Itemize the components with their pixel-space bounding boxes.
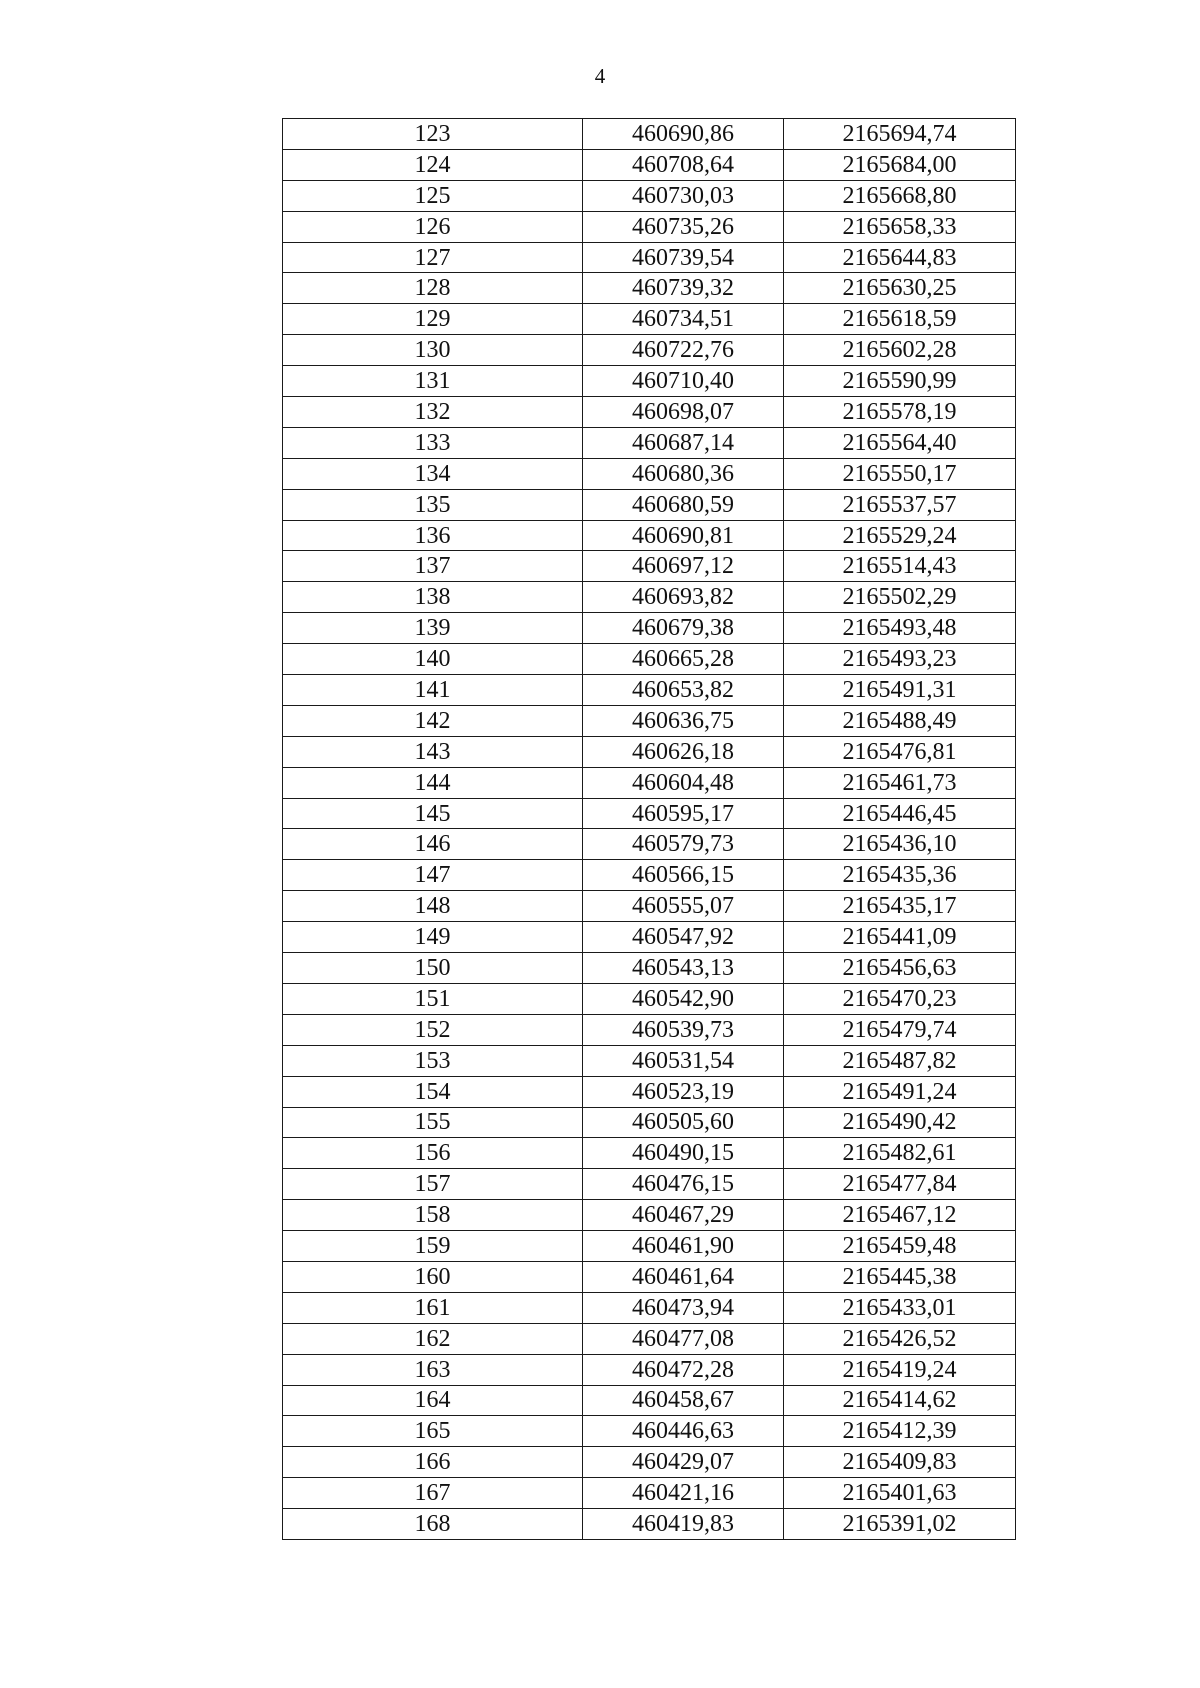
x-coordinate-cell: 460467,29 [583,1200,784,1231]
point-number-cell: 134 [283,458,583,489]
y-coordinate-cell: 2165694,74 [784,119,1016,150]
coordinates-table-body [283,119,1016,1540]
point-number-cell: 136 [283,520,583,551]
point-number-cell: 130 [283,335,583,366]
y-coordinate-cell: 2165461,73 [784,767,1016,798]
x-coordinate-cell: 460687,14 [583,427,784,458]
table-row [283,922,1016,953]
x-coordinate-cell: 460636,75 [583,705,784,736]
y-coordinate-cell: 2165445,38 [784,1261,1016,1292]
point-number-cell: 124 [283,149,583,180]
x-coordinate-cell: 460429,07 [583,1447,784,1478]
point-number-cell: 155 [283,1107,583,1138]
table-row [283,582,1016,613]
point-number-cell: 133 [283,427,583,458]
table-row [283,273,1016,304]
point-number-cell: 147 [283,860,583,891]
x-coordinate-cell: 460446,63 [583,1416,784,1447]
x-coordinate-cell: 460697,12 [583,551,784,582]
x-coordinate-cell: 460531,54 [583,1045,784,1076]
point-number-cell: 164 [283,1385,583,1416]
y-coordinate-cell: 2165514,43 [784,551,1016,582]
x-coordinate-cell: 460477,08 [583,1323,784,1354]
point-number-cell: 126 [283,211,583,242]
table-row [283,242,1016,273]
y-coordinate-cell: 2165476,81 [784,736,1016,767]
x-coordinate-cell: 460604,48 [583,767,784,798]
point-number-cell: 158 [283,1200,583,1231]
y-coordinate-cell: 2165602,28 [784,335,1016,366]
table-row [283,798,1016,829]
table-row [283,1509,1016,1540]
x-coordinate-cell: 460566,15 [583,860,784,891]
table-row [283,1323,1016,1354]
table-row [283,180,1016,211]
y-coordinate-cell: 2165441,09 [784,922,1016,953]
table-row [283,427,1016,458]
table-row [283,1385,1016,1416]
table-row [283,1076,1016,1107]
point-number-cell: 140 [283,644,583,675]
table-row [283,1292,1016,1323]
point-number-cell: 150 [283,953,583,984]
table-row [283,1169,1016,1200]
point-number-cell: 156 [283,1138,583,1169]
x-coordinate-cell: 460543,13 [583,953,784,984]
x-coordinate-cell: 460419,83 [583,1509,784,1540]
point-number-cell: 123 [283,119,583,150]
table-row [283,829,1016,860]
table-row [283,149,1016,180]
y-coordinate-cell: 2165433,01 [784,1292,1016,1323]
y-coordinate-cell: 2165537,57 [784,489,1016,520]
y-coordinate-cell: 2165479,74 [784,1014,1016,1045]
y-coordinate-cell: 2165668,80 [784,180,1016,211]
table-row [283,335,1016,366]
table-row [283,736,1016,767]
x-coordinate-cell: 460476,15 [583,1169,784,1200]
y-coordinate-cell: 2165467,12 [784,1200,1016,1231]
y-coordinate-cell: 2165412,39 [784,1416,1016,1447]
point-number-cell: 145 [283,798,583,829]
x-coordinate-cell: 460555,07 [583,891,784,922]
x-coordinate-cell: 460690,81 [583,520,784,551]
x-coordinate-cell: 460542,90 [583,983,784,1014]
y-coordinate-cell: 2165488,49 [784,705,1016,736]
x-coordinate-cell: 460473,94 [583,1292,784,1323]
x-coordinate-cell: 460710,40 [583,366,784,397]
y-coordinate-cell: 2165684,00 [784,149,1016,180]
point-number-cell: 146 [283,829,583,860]
table-row [283,1138,1016,1169]
table-row [283,1045,1016,1076]
point-number-cell: 166 [283,1447,583,1478]
point-number-cell: 154 [283,1076,583,1107]
table-row [283,119,1016,150]
x-coordinate-cell: 460665,28 [583,644,784,675]
point-number-cell: 159 [283,1231,583,1262]
table-row [283,983,1016,1014]
y-coordinate-cell: 2165435,17 [784,891,1016,922]
x-coordinate-cell: 460579,73 [583,829,784,860]
y-coordinate-cell: 2165459,48 [784,1231,1016,1262]
y-coordinate-cell: 2165491,24 [784,1076,1016,1107]
x-coordinate-cell: 460698,07 [583,397,784,428]
table-row [283,211,1016,242]
x-coordinate-cell: 460734,51 [583,304,784,335]
table-row [283,1231,1016,1262]
x-coordinate-cell: 460461,90 [583,1231,784,1262]
point-number-cell: 162 [283,1323,583,1354]
point-number-cell: 163 [283,1354,583,1385]
table-row [283,1261,1016,1292]
page-number: 4 [594,64,606,88]
point-number-cell: 142 [283,705,583,736]
x-coordinate-cell: 460722,76 [583,335,784,366]
table-row [283,644,1016,675]
y-coordinate-cell: 2165502,29 [784,582,1016,613]
table-row [283,551,1016,582]
x-coordinate-cell: 460539,73 [583,1014,784,1045]
point-number-cell: 138 [283,582,583,613]
y-coordinate-cell: 2165477,84 [784,1169,1016,1200]
x-coordinate-cell: 460421,16 [583,1478,784,1509]
point-number-cell: 127 [283,242,583,273]
point-number-cell: 137 [283,551,583,582]
x-coordinate-cell: 460472,28 [583,1354,784,1385]
table-row [283,1354,1016,1385]
y-coordinate-cell: 2165550,17 [784,458,1016,489]
point-number-cell: 129 [283,304,583,335]
y-coordinate-cell: 2165435,36 [784,860,1016,891]
x-coordinate-cell: 460490,15 [583,1138,784,1169]
point-number-cell: 143 [283,736,583,767]
table-row [283,304,1016,335]
y-coordinate-cell: 2165482,61 [784,1138,1016,1169]
y-coordinate-cell: 2165491,31 [784,675,1016,706]
y-coordinate-cell: 2165578,19 [784,397,1016,428]
table-row [283,397,1016,428]
table-row [283,767,1016,798]
y-coordinate-cell: 2165446,45 [784,798,1016,829]
table-row [283,891,1016,922]
x-coordinate-cell: 460547,92 [583,922,784,953]
y-coordinate-cell: 2165644,83 [784,242,1016,273]
y-coordinate-cell: 2165487,82 [784,1045,1016,1076]
point-number-cell: 161 [283,1292,583,1323]
table-row [283,366,1016,397]
y-coordinate-cell: 2165564,40 [784,427,1016,458]
coordinates-table [282,118,1016,1540]
x-coordinate-cell: 460680,59 [583,489,784,520]
x-coordinate-cell: 460730,03 [583,180,784,211]
y-coordinate-cell: 2165493,48 [784,613,1016,644]
x-coordinate-cell: 460595,17 [583,798,784,829]
point-number-cell: 141 [283,675,583,706]
y-coordinate-cell: 2165618,59 [784,304,1016,335]
point-number-cell: 151 [283,983,583,1014]
table-row [283,613,1016,644]
y-coordinate-cell: 2165590,99 [784,366,1016,397]
y-coordinate-cell: 2165414,62 [784,1385,1016,1416]
y-coordinate-cell: 2165493,23 [784,644,1016,675]
y-coordinate-cell: 2165426,52 [784,1323,1016,1354]
table-row [283,1107,1016,1138]
x-coordinate-cell: 460693,82 [583,582,784,613]
table-row [283,520,1016,551]
point-number-cell: 139 [283,613,583,644]
x-coordinate-cell: 460739,32 [583,273,784,304]
table-row [283,953,1016,984]
y-coordinate-cell: 2165529,24 [784,520,1016,551]
point-number-cell: 135 [283,489,583,520]
y-coordinate-cell: 2165630,25 [784,273,1016,304]
point-number-cell: 168 [283,1509,583,1540]
x-coordinate-cell: 460653,82 [583,675,784,706]
y-coordinate-cell: 2165470,23 [784,983,1016,1014]
y-coordinate-cell: 2165456,63 [784,953,1016,984]
point-number-cell: 132 [283,397,583,428]
table-row [283,675,1016,706]
table-row [283,1447,1016,1478]
point-number-cell: 149 [283,922,583,953]
x-coordinate-cell: 460680,36 [583,458,784,489]
point-number-cell: 167 [283,1478,583,1509]
x-coordinate-cell: 460735,26 [583,211,784,242]
y-coordinate-cell: 2165490,42 [784,1107,1016,1138]
point-number-cell: 148 [283,891,583,922]
y-coordinate-cell: 2165436,10 [784,829,1016,860]
point-number-cell: 125 [283,180,583,211]
table-row [283,860,1016,891]
table-row [283,1416,1016,1447]
x-coordinate-cell: 460690,86 [583,119,784,150]
table-row [283,458,1016,489]
y-coordinate-cell: 2165419,24 [784,1354,1016,1385]
table-row [283,1478,1016,1509]
x-coordinate-cell: 460626,18 [583,736,784,767]
point-number-cell: 153 [283,1045,583,1076]
x-coordinate-cell: 460523,19 [583,1076,784,1107]
y-coordinate-cell: 2165658,33 [784,211,1016,242]
point-number-cell: 165 [283,1416,583,1447]
table-row [283,1014,1016,1045]
point-number-cell: 157 [283,1169,583,1200]
point-number-cell: 152 [283,1014,583,1045]
point-number-cell: 128 [283,273,583,304]
y-coordinate-cell: 2165391,02 [784,1509,1016,1540]
table-row [283,489,1016,520]
x-coordinate-cell: 460461,64 [583,1261,784,1292]
table-row [283,1200,1016,1231]
x-coordinate-cell: 460458,67 [583,1385,784,1416]
point-number-cell: 131 [283,366,583,397]
point-number-cell: 144 [283,767,583,798]
y-coordinate-cell: 2165409,83 [784,1447,1016,1478]
x-coordinate-cell: 460739,54 [583,242,784,273]
point-number-cell: 160 [283,1261,583,1292]
x-coordinate-cell: 460708,64 [583,149,784,180]
x-coordinate-cell: 460679,38 [583,613,784,644]
table-row [283,705,1016,736]
y-coordinate-cell: 2165401,63 [784,1478,1016,1509]
x-coordinate-cell: 460505,60 [583,1107,784,1138]
